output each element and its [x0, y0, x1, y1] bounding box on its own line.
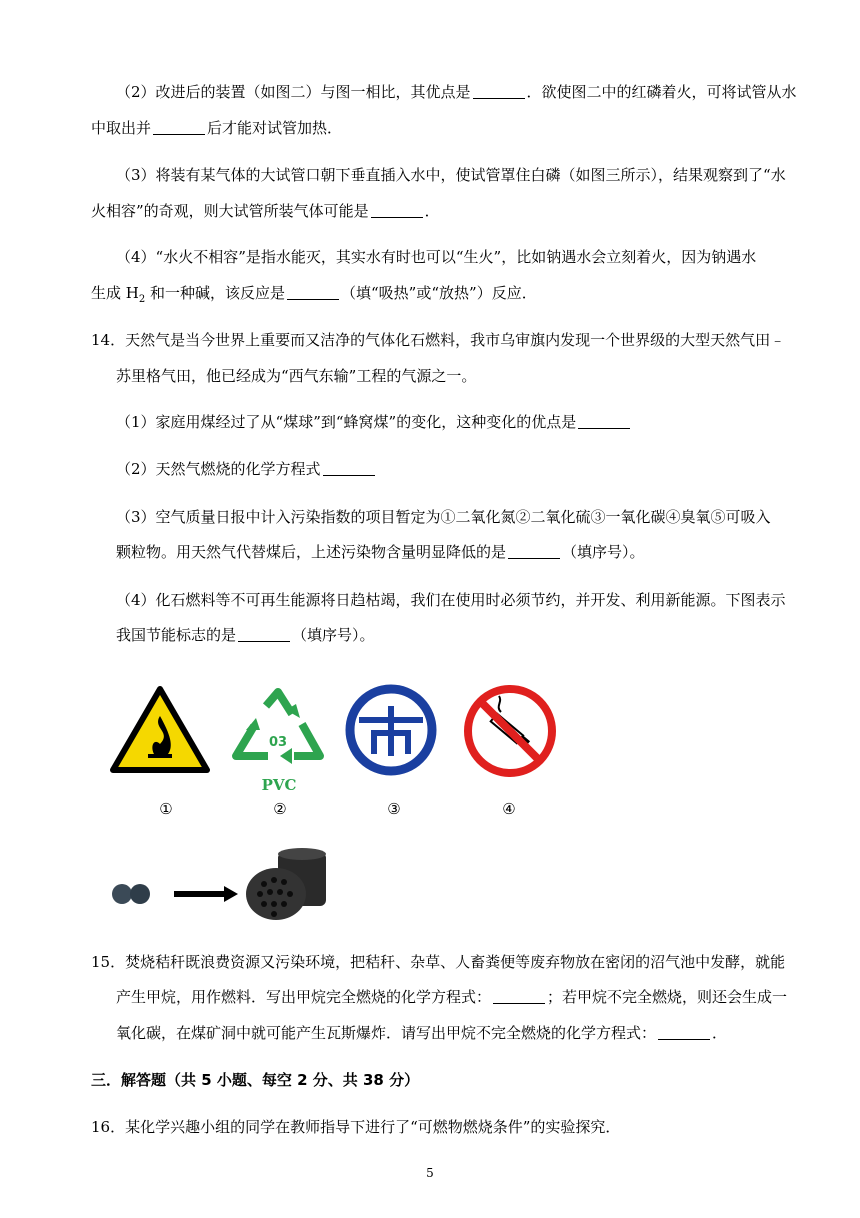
sign-label-4: ④: [502, 800, 516, 818]
text: 和一种碱，该反应是: [145, 284, 286, 302]
q13-part4-line1: [116, 247, 756, 267]
no-smoking-icon: [463, 684, 557, 782]
answer-blank[interactable]: [371, 203, 423, 218]
text: 14．天然气是当今世界上重要而又洁净的气体化石燃料，我市乌审旗内发现一个世界级的大型天然气田﹣: [91, 331, 786, 349]
answer-blank[interactable]: [493, 989, 545, 1004]
q13-part3-line2: [91, 201, 440, 221]
text: ．欲使图二中的红磷着火，可将试管从水: [526, 83, 797, 101]
section-heading: 三．解答题（共 5 小题、每空 2 分、共 38 分）: [91, 1071, 420, 1089]
text: 后才能对试管加热．: [207, 119, 343, 137]
sign-label-3: ③: [387, 800, 401, 818]
answer-blank[interactable]: [323, 461, 375, 476]
q13-part4-line2: [91, 283, 537, 303]
q14-part3-line1: [116, 507, 771, 527]
text: （3）将装有某气体的大试管口朝下垂直插入水中，使试管罩住白磷（如图三所示），结果观察到了“水: [116, 166, 786, 184]
answer-blank[interactable]: [287, 285, 339, 300]
text: ．: [424, 202, 440, 220]
text: 火相容”的奇观，则大试管所装气体可能是: [91, 202, 369, 220]
text: （1）家庭用煤经过了从“煤球”到“蜂窝煤”的变化，这种变化的优点是: [116, 413, 577, 431]
pvc-recycle-icon: [230, 688, 326, 778]
text: （2）天然气燃烧的化学方程式: [116, 460, 321, 478]
q16-stem: [91, 1117, 620, 1137]
text: （2）改进后的装置（如图二）与图一相比，其优点是: [116, 83, 471, 101]
q14-stem-line2: [116, 366, 476, 386]
coal-ball-to-honeycomb-coal-image: [108, 846, 338, 930]
text: 我国节能标志的是: [116, 626, 237, 644]
text: 中取出并: [91, 119, 152, 137]
answer-blank[interactable]: [153, 120, 205, 135]
answer-blank[interactable]: [473, 84, 525, 99]
text: （填序号）。: [562, 543, 645, 561]
text: 颗粒物。用天然气代替煤后，上述污染物含量明显降低的是: [116, 543, 507, 561]
q15-line3: [116, 1023, 727, 1043]
energy-saving-icon: [345, 684, 437, 780]
text: 产生甲烷，用作燃料．写出甲烷完全燃烧的化学方程式：: [116, 988, 492, 1006]
recycle-text: PVC: [261, 776, 297, 794]
text: （填“吸热”或“放热”）反应．: [341, 284, 537, 302]
answer-blank[interactable]: [658, 1025, 710, 1040]
flammable-warning-icon: [110, 686, 210, 778]
q13-part3-line1: [116, 165, 786, 185]
sign-label-1: ①: [159, 800, 173, 818]
text: （4）“水火不相容”是指水能灭，其实水有时也可以“生火”，比如钠遇水会立刻着火，因为钠遇水: [116, 248, 757, 266]
text: 16．某化学兴趣小组的同学在教师指导下进行了“可燃物燃烧条件”的实验探究．: [91, 1118, 621, 1136]
text: 氧化碳，在煤矿洞中就可能产生瓦斯爆炸．请写出甲烷不完全燃烧的化学方程式：: [116, 1024, 657, 1042]
q14-stem-line1: [91, 330, 785, 350]
q14-part1: [116, 412, 632, 432]
text: （4）化石燃料等不可再生能源将日趋枯竭，我们在使用时必须节约，并开发、利用新能源。下图表示: [116, 591, 786, 609]
q14-part3-line2: [116, 542, 645, 562]
text: （3）空气质量日报中计入污染指数的项目暂定为①二氧化氮②二氧化硫③一氧化碳④臭氧⑤可吸入: [116, 508, 771, 526]
answer-blank[interactable]: [578, 414, 630, 429]
q14-part2: [116, 459, 377, 479]
q15-line1: [91, 952, 785, 972]
text: （填序号）。: [292, 626, 375, 644]
subscript: 2: [138, 294, 146, 305]
answer-blank[interactable]: [508, 544, 560, 559]
sign-label-2: ②: [273, 800, 287, 818]
q13-part2-line2: [91, 118, 342, 138]
text: 15．焚烧秸秆既浪费资源又污染环境，把秸秆、杂草、人畜粪便等废弃物放在密闭的沼气池中发酵，就能: [91, 953, 786, 971]
q15-line2: [116, 987, 787, 1007]
recycle-code: 03: [268, 735, 288, 750]
text: 苏里格气田，他已经成为“西气东输”工程的气源之一。: [116, 367, 477, 385]
text: 生成 H: [91, 284, 139, 302]
q14-part4-line2: [116, 625, 375, 645]
q13-part2-line1: [116, 82, 797, 102]
page-number: 5: [426, 1166, 434, 1180]
text: ．: [712, 1024, 728, 1042]
q14-part4-line1: [116, 590, 786, 610]
answer-blank[interactable]: [238, 627, 290, 642]
text: ；若甲烷不完全燃烧，则还会生成一: [547, 988, 788, 1006]
